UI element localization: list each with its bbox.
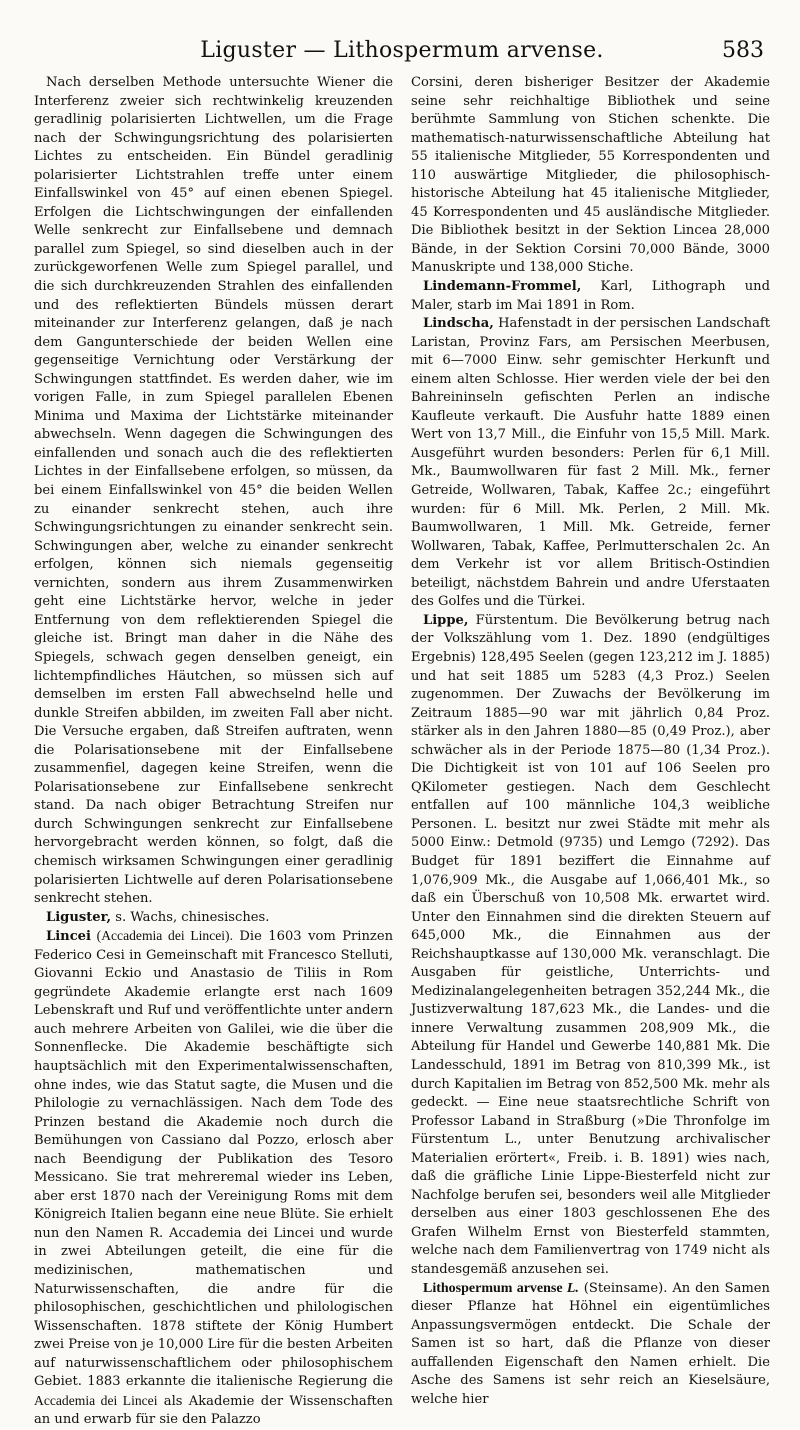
entry-lippe-text: Fürstentum. Die Bevölkerung betrug nach der Volkszählung vom 1. Dez. 1890 (endgültiges Ergebnis) 128,495 Seelen (gegen 123,212 im J. 1885) und hat seit 1885 um 5283 (4,3 Proz.) Seelen zugenommen. Der Zuwachs der Bevölkerung im Zeitraum 1885—90 war mit jährlich 0,84 Proz. stärker als in den Jahren 1880—85 (0,49 Proz.), aber schwächer als in der Periode 1875—80 (1,34 Proz.). Die Dichtigkeit ist von 101 auf 106 Seelen pro QKilometer gestiegen. Nach dem Geschlecht entfallen auf 100 männliche 104,3 weibliche Personen. L. besitzt nur zwei Städte mit mehr als 5000 Einw.: Detmold (9735) und Lemgo (7292). Das Budget für 1891 beziffert die Einnahme auf 1,076,909 Mk., die Ausgabe auf 1,066,401 Mk., so daß ein Überschuß von 10,508 Mk. erwartet wird. Unter den Einnahmen sind die direkten Steuern auf 645,000 Mk., die Einnahmen aus der Reichshauptkasse auf 130,000 Mk. veranschlagt. Die Ausgaben für geistliche, Unterrichts- und Medizinalangelegenheiten betragen 352,244 Mk., die Justizverwaltung 187,623 Mk., die Landes- und die innere Verwaltung zusammen 208,909 Mk., die Abteilung für Handel und Gewerbe 140,881 Mk. Die Landesschuld, 1891 im Betrag von 810,399 Mk., ist durch Kapitalien im Betrag von 852,500 Mk. mehr als gedeckt. — Eine neue staatsrechtliche Schrift von Professor Laband in Straßburg (»Die Thronfolge im Fürstentum L., unter Benutzung archivalischer Materialien erörtert«, Freib. i. B. 1891) wies nach, daß die gräfliche Linie Lippe-Biesterfeld nicht zur Nachfolge berufen sei, besonders weil alle Mitglieder derselben aus einer 1803 geschlossenen Ehe des Grafen Wilhelm Ernst von Biesterfeld stammten, welche nach dem Familienvertrag von 1749 nicht als standesgemäß anzusehen sei. — [411, 612, 770, 1277]
headword-lithospermum-author: L. — [562, 1280, 579, 1296]
paragraph-lincei-continued: Corsini, deren bisheriger Besitzer der Akademie seine sehr reichhaltige Bibliothek und seine berühmte Sammlung von Stichen schenkte. Die mathematisch-naturwissenschaftliche Abteilung hat 55 italienische Mitglieder, 55 Korrespondenten und 110 auswärtige Mitglieder, die philosophisch-historische Abteilung hat 45 italienische Mitglieder, 45 Korrespondenten und 45 ausländische Mitglieder. Die Bibliothek besitzt in der Sektion Lincea 28,000 Bände, in der Sektion Corsini 70,000 Bände, 3000 Manuskripte und 138,000 Stiche. — [411, 75, 770, 276]
entry-lincei-text-2: als Akademie der Wissenschaften an und erwarb für sie den Palazzo — [34, 1393, 393, 1428]
entry-lindscha — [411, 315, 770, 612]
page-header — [34, 34, 770, 74]
headword-lippe: Lippe, — [423, 612, 469, 628]
entry-lincei-latin-name: (Accademia dei Lincei). — [90, 928, 233, 944]
entry-lincei — [34, 927, 393, 1430]
headword-lindscha: Lindscha, — [423, 316, 494, 332]
running-title: Liguster — Lithospermum arvense. — [200, 38, 604, 63]
entry-lithospermum-text: (Steinsame). An den Samen dieser Pflanze hat Höhnel ein eigentümliches Anpassungsvermögen entdeckt. Die Schale der Samen ist so hart, daß die Pflanze von dieser auffallenden Eigenschaft den Namen erhielt. Die Asche des Samens ist sehr reich an Kieselsäure, welche hier — [411, 1280, 770, 1407]
entry-lincei-text: Die 1603 vom Prinzen Federico Cesi in Gemeinschaft mit Francesco Stelluti, Giovanni Eckio und Anastasio de Tiliis in Rom gegründete Akademie erlangte erst nach 1609 Lebenskraft und Ruf und veröffentlichte unter andern auch mehrere Arbeiten von Galilei, wie die über die Sonnenflecke. Die Akademie beschäftigte sich hauptsächlich mit den Experimentalwissenschaften, ohne indes, wie das Statut sagte, die Musen und die Philologie zu vernachlässigen. Nach dem Tode des Prinzen bestand die Akademie noch durch die Bemühungen von Cassiano dal Pozzo, erlosch aber nach Beendigung der Publikation des Tesoro Messicano. Sie trat mehreremal wieder ins Leben, aber erst 1870 nach der Vereinigung Roms mit dem Königreich Italien begann eine neue Blüte. Sie erhielt nun den Namen R. Accademia dei Lincei und wurde in zwei Abteilungen geteilt, die eine für die medizinischen, mathematischen und Naturwissenschaften, die andre für die philosophischen, geschichtlichen und philologischen Wissenschaften. 1878 stiftete der König Humbert zwei Preise von je 10,000 Lire für die besten Arbeiten auf naturwissenschaftlichem oder philosophischem Gebiet. 1883 erkannte die italienische Regierung die — [34, 929, 394, 1390]
headword-lithospermum: Lithospermum arvense — [423, 1280, 563, 1296]
entry-lindemann-frommel — [411, 278, 770, 315]
paragraph-wiener-interference: Nach derselben Methode untersuchte Wiener die Interferenz zweier sich rechtwinkelig kreuzenden geradlinig polarisierten Lichtwellen, um die Frage nach der Schwingungsrichtung des polarisierten Lichtes zu entscheiden. Ein Bündel geradlinig polarisierter Lichtstrahlen treffe unter einem Einfallswinkel von 45° auf einen ebenen Spiegel. Erfolgen die Lichtschwingungen der einfallenden Welle senkrecht zur Einfallsebene und demnach parallel zum Spiegel, so sind dieselben auch in der zurückgeworfenen Welle zum Spiegel parallel, und die sich durchkreuzenden Strahlen des einfallenden und des reflektierten Bündels müssen derart miteinander zur Interferenz gelangen, daß je nach dem Gangunterschiede der beiden Wellen eine gegenseitige Vernichtung oder Verstärkung der Schwingungen stattfindet. Es werden daher, wie im vorigen Falle, in zum Spiegel parallelen Ebenen Minima und Maxima der Lichtstärke miteinander abwechseln. Wenn dagegen die Schwingungen des einfallenden und sonach auch die des reflektierten Lichtes in der Einfallsebene erfolgen, so müssen, da bei einem Einfallswinkel von 45° die beiden Wellen zu einander senkrecht stehen, auch ihre Schwingungsrichtungen zu einander senkrecht sein. Schwingungen aber, welche zu einander senkrecht erfolgen, können sich niemals gegenseitig vernichten, sondern aus ihrem Zusammenwirken geht eine Lichtstärke hervor, welche in jeder Entfernung von dem reflektierenden Spiegel die gleiche ist. Bringt man daher in die Nähe des Spiegels, schwach gegen denselben geneigt, ein lichtempfindliches Häutchen, so müssen sich auf demselben im ersten Fall abwechselnd helle und dunkle Streifen abbilden, im zweiten Fall aber nicht. Die Versuche ergaben, daß Streifen auftraten, wenn die Polarisationsebene mit der Einfallsebene zusammenfiel, dagegen keine Streifen, wenn die Polarisationsebene zur Einfallsebene senkrecht stand. Da nach obiger Betrachtung Streifen nur durch Schwingungen senkrecht zur Einfallsebene hervorgebracht werden können, so folgt, daß die chemisch wirksamen Schwingungen einer geradlinig polarisierten Lichtwelle auf deren Polarisationsebene senkrecht stehen. — [34, 75, 393, 907]
entry-lincei-latin-name-2: Accademia dei Lincei — [34, 1392, 158, 1408]
headword-liguster: Liguster, — [46, 909, 112, 925]
entry-lithospermum — [411, 1280, 770, 1410]
entry-liguster — [34, 909, 393, 928]
left-column — [34, 74, 394, 1428]
entry-lippe — [411, 612, 770, 1280]
headword-lincei: Lincei — [46, 929, 91, 945]
entry-lindemann-frommel-text: Karl, Lithograph und Maler, starb im Mai 1891 in Rom. — [411, 279, 770, 313]
right-column — [411, 74, 770, 1407]
text-columns — [34, 74, 770, 1428]
page-number: 583 — [722, 38, 764, 63]
entry-lindscha-text: Hafenstadt in der persischen Landschaft Laristan, Provinz Fars, am Persischen Meerbusen, mit 6—7000 Einw. sehr gemischter Herkunft und einem alten Schlosse. Hier werden viele der bei den Bahreininseln gefischten Perlen an indische Kaufleute verkauft. Die Ausfuhr hatte 1889 einen Wert von 13,7 Mill., die Einfuhr von 15,5 Mill. Mark. Ausgeführt wurden besonders: Perlen für 6,1 Mill. Mk., Baumwollwaren für fast 2 Mill. Mk., ferner Getreide, Wollwaren, Tabak, Kaffee 2c.; eingeführt wurden: für 6 Mill. Mk. Perlen, 2 Mill. Mk. Baumwollwaren, 1 Mill. Mk. Getreide, ferner Wollwaren, Tabak, Kaffee, Perlmutterschalen 2c. An dem Verkehr ist vor allem Britisch-Ostindien beteiligt, nächstdem Bahrein und andre Uferstaaten des Golfes und die Türkei. — [411, 316, 770, 610]
entry-liguster-text: s. Wachs, chinesisches. — [111, 909, 270, 925]
headword-lindemann-frommel: Lindemann-Frommel, — [423, 279, 582, 295]
